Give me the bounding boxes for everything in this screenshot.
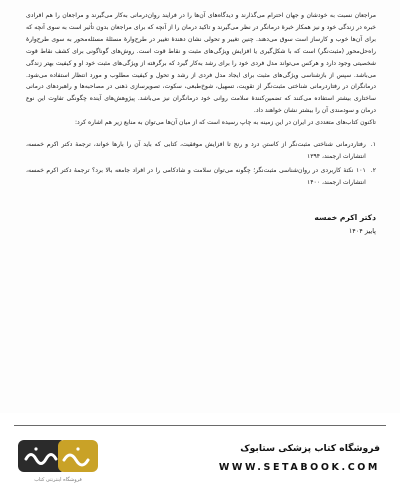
reference-item (26, 139, 376, 162)
author-name: دکتر اکرم خمسه (314, 213, 376, 223)
reference-list (26, 139, 376, 188)
logo-tagline: فروشگاه اینترنتی کتاب (34, 477, 82, 483)
footer-divider (14, 425, 386, 426)
author-signature (26, 210, 376, 238)
publisher-footer (0, 413, 400, 497)
signature-date: پاییز ۱۴۰۴ (348, 227, 376, 236)
reference-number: ۲. (370, 167, 376, 175)
logo-gold-block (58, 440, 98, 472)
body-paragraph: مراجعان نسبت به خودشان و جهان احترام می‌گذارند و دیدگاه‌های آن‌ها را در فرایند روان‌درمانی به‌کار می‌گیرند و مراجعان را هم افرادی خبره در زندگی خود و نیز همکار خبرهٔ درمانگر در نظر می‌گیرند و تاکید درمان را از آنچه که برای مراجعان بدون تأثیر است به سوی آنچه که برای آن‌ها خوب و کارساز است سوق می‌دهند. چنین تغییر و تحولی نشان دهندهٔ تغییر در طرح‌وارهٔ مسئلهٔ مسئله‌محور به سوی طرح‌وارهٔ راه‌حل‌محور (مثبت‌نگر) است که با شکل‌گیری یا افزایش ویژگی‌های مثبت و نقاط قوت است. روش‌های گوناگونی برای کشف نقاط قوت شخصیتی وجود دارد و هرکس می‌تواند مدل فردی خود را برای رشد به‌کار گیرد که برگرفته از ویژگی‌های مثبت خود او و کیفیت بهتر زندگی می‌باشد. سپس از بازشناسی ویژگی‌های مثبت برای ایجاد مدل فردی از رشد و تحول و کیفیت مطلوب و مورد انتظار استفاده می‌شود. درمانگران در رفتاردرمانی شناختی مثبت‌نگر از تقویت، تسهیل، شوخ‌طبعی، سکوت، تصویرسازی ذهنی در مصاحبه‌ها و راهبردهای درمانی ساختاری بیشتر استفاده می‌کنند که تضمین‌کنندهٔ سلامت روانی خود درمانگران نیز می‌باشد. پیژوهش‌های آینده چگونگی تفاوت این نوع درمان و سودمندی آن را بیشتر نشان خواهند داد. (26, 12, 376, 115)
setabook-logo-icon (18, 437, 98, 475)
reference-item (26, 165, 376, 188)
page-content (26, 10, 376, 238)
reference-text: رفتاردرمانی شناختی مثبت‌نگر از کاستن درد و رنج تا افزایش موفقیت، کتابی که باید آن را بارها خواند، ترجمهٔ دکتر اکرم خمسه، انتشارات ارجمند، ۱۳۹۴ (26, 141, 366, 160)
publisher-name: فروشگاه کتاب پزشکی ستابوک (240, 443, 380, 454)
reference-text: ۱۰۱ نکتهٔ کاربردی در روان‌شناسی مثبت‌نگر؛ چگونه می‌توان سلامت و شادکامی را در افراد جامعه بالا برد؟ ترجمهٔ دکتر اکرم خمسه، انتشارات ارجمند، ۱۴۰۰ (26, 167, 366, 186)
setabook-logo (18, 437, 98, 485)
reference-number: ۱. (370, 141, 376, 149)
body-paragraph: تاکنون کتاب‌های متعددی در ایران در این زمینه به چاپ رسیده است که از میان آن‌ها می‌توان به منابع زیر هم اشاره کرد: (74, 119, 376, 127)
website-url[interactable]: WWW.SETABOOK.COM (218, 462, 380, 473)
